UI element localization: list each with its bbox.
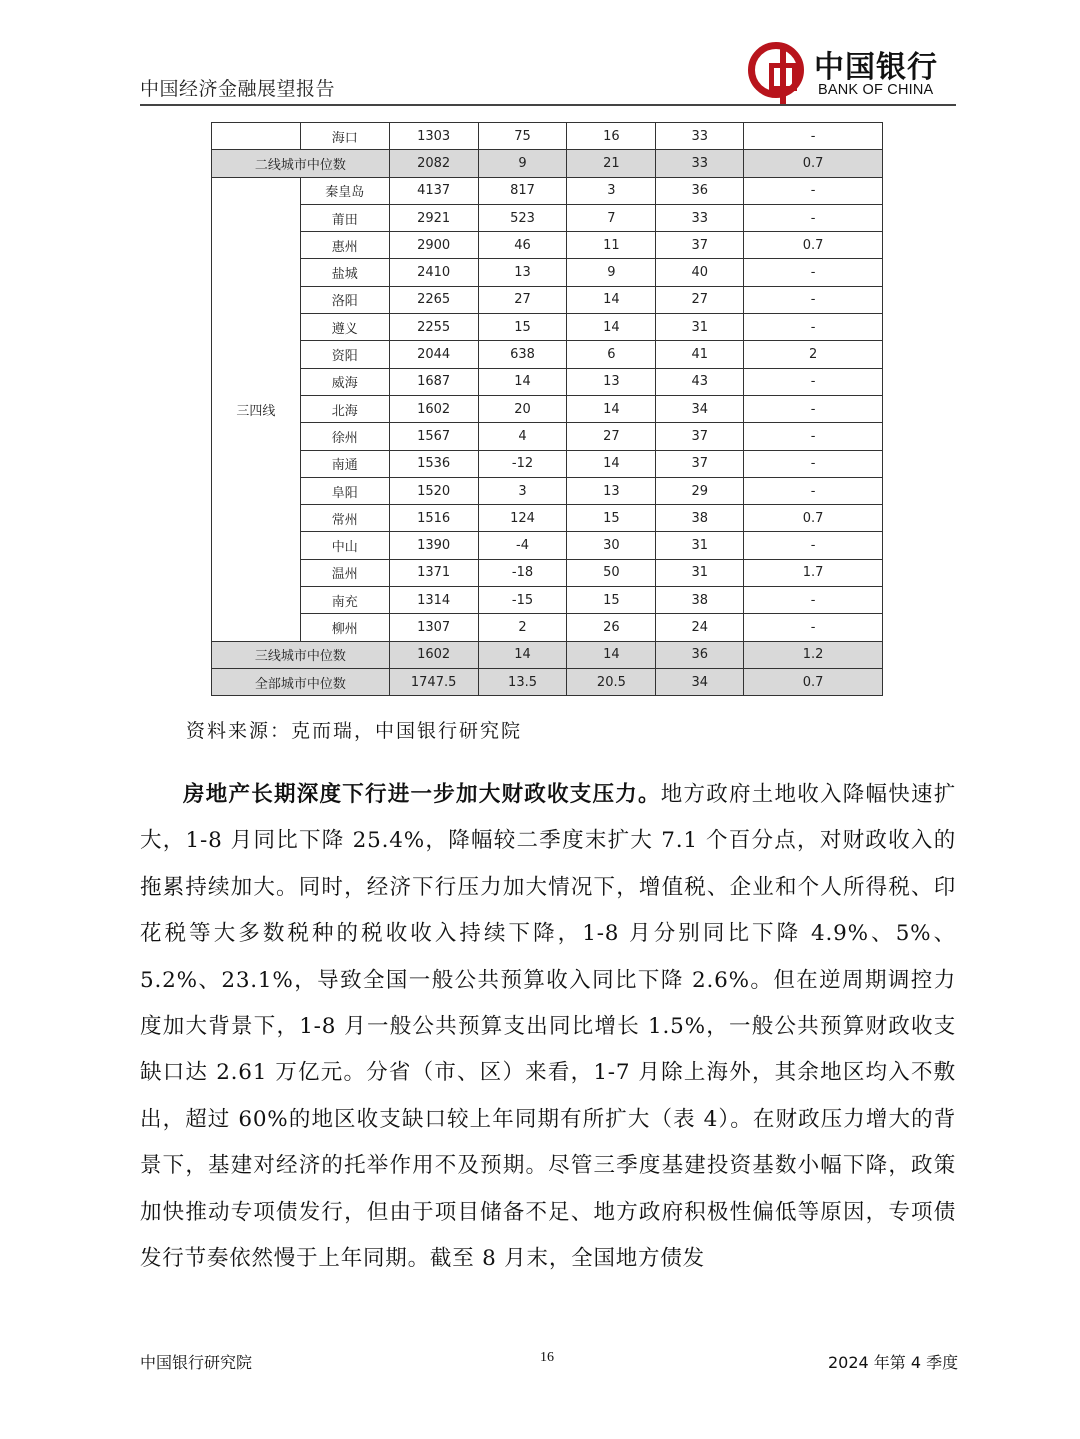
median-row bbox=[212, 668, 883, 695]
value-cell: 30 bbox=[567, 532, 656, 559]
city-cell: 海口 bbox=[300, 123, 389, 150]
value-cell: 50 bbox=[567, 559, 656, 586]
value-cell: 2 bbox=[478, 614, 567, 641]
value-cell: - bbox=[744, 395, 883, 422]
median-row bbox=[212, 150, 883, 177]
paragraph-text: 地方政府土地收入降幅快速扩大，1-8 月同比下降 25.4%，降幅较二季度末扩大 7.1 个百分点，对财政收入的拖累持续加大。同时，经济下行压力加大情况下，增值税、企业和个人所得税、印花税等大多数税种的税收收入持续下降，1-8 月分别同比下降 4.9%、5%、5.2%、23.1%，导致全国一般公共预算收入同比下降 2.6%。但在逆周期调控力度加大背景下，1-8 月一般公共预算支出同比增长 1.5%，一般公共预算财政收支缺口达 2.61 万亿元。分省（市、区）来看，1-7 月除上海外，其余地区均入不敷出，超过 60%的地区收支缺口较上年同期有所扩大（表 4）。在财政压力增大的背景下，基建对经济的托举作用不及预期。尽管三季度基建投资基数小幅下降，政策加快推动专项债发行，但由于项目储备不足、地方政府积极性偏低等原因，专项债发行节奏依然慢于上年同期。截至 8 月末，全国地方债发 bbox=[140, 782, 956, 1272]
median-label: 二线城市中位数 bbox=[212, 150, 390, 177]
value-cell: - bbox=[744, 587, 883, 614]
value-cell: 0.7 bbox=[744, 505, 883, 532]
value-cell: 2255 bbox=[389, 314, 478, 341]
value-cell: 1536 bbox=[389, 450, 478, 477]
value-cell: 14 bbox=[567, 450, 656, 477]
city-cell: 柳州 bbox=[300, 614, 389, 641]
value-cell: 1314 bbox=[389, 587, 478, 614]
city-cell: 南通 bbox=[300, 450, 389, 477]
value-cell: 1307 bbox=[389, 614, 478, 641]
value-cell: 523 bbox=[478, 204, 567, 231]
value-cell: 20.5 bbox=[567, 668, 656, 695]
value-cell: 1567 bbox=[389, 423, 478, 450]
value-cell: 2 bbox=[744, 341, 883, 368]
table-row bbox=[212, 450, 883, 477]
value-cell: -15 bbox=[478, 587, 567, 614]
value-cell: 36 bbox=[656, 177, 744, 204]
value-cell: - bbox=[744, 614, 883, 641]
tier-cell bbox=[212, 123, 301, 150]
value-cell: 1371 bbox=[389, 559, 478, 586]
city-cell: 遵义 bbox=[300, 314, 389, 341]
table-row bbox=[212, 314, 883, 341]
value-cell: 37 bbox=[656, 232, 744, 259]
paragraph-lead: 房地产长期深度下行进一步加大财政收支压力。 bbox=[183, 782, 661, 807]
page-number: 16 bbox=[540, 1350, 554, 1365]
value-cell: - bbox=[744, 177, 883, 204]
city-cell: 莆田 bbox=[300, 204, 389, 231]
value-cell: -18 bbox=[478, 559, 567, 586]
value-cell: 9 bbox=[478, 150, 567, 177]
value-cell: - bbox=[744, 314, 883, 341]
value-cell: 9 bbox=[567, 259, 656, 286]
value-cell: 1.2 bbox=[744, 641, 883, 668]
value-cell: - bbox=[744, 477, 883, 504]
value-cell: 14 bbox=[567, 395, 656, 422]
value-cell: 1602 bbox=[389, 395, 478, 422]
value-cell: 34 bbox=[656, 668, 744, 695]
value-cell: - bbox=[744, 259, 883, 286]
value-cell: 33 bbox=[656, 123, 744, 150]
value-cell: 3 bbox=[478, 477, 567, 504]
bank-logo-icon bbox=[748, 42, 804, 98]
value-cell: 33 bbox=[656, 204, 744, 231]
value-cell: 1516 bbox=[389, 505, 478, 532]
table-row bbox=[212, 532, 883, 559]
header-divider bbox=[140, 104, 956, 106]
city-cell: 常州 bbox=[300, 505, 389, 532]
value-cell: 13 bbox=[567, 368, 656, 395]
city-cell: 资阳 bbox=[300, 341, 389, 368]
table-row bbox=[212, 505, 883, 532]
value-cell: 43 bbox=[656, 368, 744, 395]
city-cell: 阜阳 bbox=[300, 477, 389, 504]
value-cell: 2921 bbox=[389, 204, 478, 231]
value-cell: 124 bbox=[478, 505, 567, 532]
city-cell: 威海 bbox=[300, 368, 389, 395]
bank-logo bbox=[748, 42, 948, 102]
value-cell: 41 bbox=[656, 341, 744, 368]
footer-institution: 中国银行研究院 bbox=[140, 1353, 253, 1372]
value-cell: 13 bbox=[567, 477, 656, 504]
value-cell: - bbox=[744, 532, 883, 559]
value-cell: 13.5 bbox=[478, 668, 567, 695]
table-row bbox=[212, 587, 883, 614]
table-row bbox=[212, 259, 883, 286]
city-data-table bbox=[211, 122, 883, 696]
value-cell: 2900 bbox=[389, 232, 478, 259]
value-cell: 14 bbox=[478, 368, 567, 395]
value-cell: 1390 bbox=[389, 532, 478, 559]
value-cell: 15 bbox=[478, 314, 567, 341]
value-cell: 15 bbox=[567, 505, 656, 532]
value-cell: 7 bbox=[567, 204, 656, 231]
table-source-note: 资料来源：克而瑞，中国银行研究院 bbox=[186, 720, 523, 742]
value-cell: 27 bbox=[567, 423, 656, 450]
value-cell: 46 bbox=[478, 232, 567, 259]
value-cell: 14 bbox=[567, 641, 656, 668]
value-cell: 31 bbox=[656, 314, 744, 341]
value-cell: -12 bbox=[478, 450, 567, 477]
table-row bbox=[212, 368, 883, 395]
value-cell: -4 bbox=[478, 532, 567, 559]
value-cell: 38 bbox=[656, 587, 744, 614]
value-cell: 14 bbox=[567, 286, 656, 313]
value-cell: 4137 bbox=[389, 177, 478, 204]
table-row bbox=[212, 423, 883, 450]
table-row bbox=[212, 123, 883, 150]
value-cell: 37 bbox=[656, 423, 744, 450]
city-cell: 南充 bbox=[300, 587, 389, 614]
value-cell: 2044 bbox=[389, 341, 478, 368]
value-cell: 38 bbox=[656, 505, 744, 532]
value-cell: 13 bbox=[478, 259, 567, 286]
value-cell: 2410 bbox=[389, 259, 478, 286]
value-cell: 1602 bbox=[389, 641, 478, 668]
table-row bbox=[212, 232, 883, 259]
value-cell: 40 bbox=[656, 259, 744, 286]
value-cell: 0.7 bbox=[744, 150, 883, 177]
tier-cell: 三四线 bbox=[212, 177, 301, 641]
city-cell: 中山 bbox=[300, 532, 389, 559]
median-label: 全部城市中位数 bbox=[212, 668, 390, 695]
value-cell: 36 bbox=[656, 641, 744, 668]
value-cell: - bbox=[744, 204, 883, 231]
value-cell: 37 bbox=[656, 450, 744, 477]
value-cell: 26 bbox=[567, 614, 656, 641]
value-cell: 33 bbox=[656, 150, 744, 177]
value-cell: - bbox=[744, 123, 883, 150]
value-cell: 14 bbox=[478, 641, 567, 668]
value-cell: 1303 bbox=[389, 123, 478, 150]
value-cell: 0.7 bbox=[744, 232, 883, 259]
value-cell: 3 bbox=[567, 177, 656, 204]
table-row bbox=[212, 477, 883, 504]
value-cell: 6 bbox=[567, 341, 656, 368]
value-cell: 4 bbox=[478, 423, 567, 450]
value-cell: 16 bbox=[567, 123, 656, 150]
value-cell: 1687 bbox=[389, 368, 478, 395]
city-cell: 徐州 bbox=[300, 423, 389, 450]
value-cell: 14 bbox=[567, 314, 656, 341]
value-cell: - bbox=[744, 450, 883, 477]
value-cell: - bbox=[744, 423, 883, 450]
city-cell: 惠州 bbox=[300, 232, 389, 259]
value-cell: 27 bbox=[656, 286, 744, 313]
value-cell: 21 bbox=[567, 150, 656, 177]
table-row bbox=[212, 559, 883, 586]
city-cell: 北海 bbox=[300, 395, 389, 422]
value-cell: 34 bbox=[656, 395, 744, 422]
city-cell: 洛阳 bbox=[300, 286, 389, 313]
report-title: 中国经济金融展望报告 bbox=[140, 78, 336, 100]
value-cell: 2265 bbox=[389, 286, 478, 313]
logo-chinese-text: 中国银行 bbox=[814, 50, 938, 85]
value-cell: 75 bbox=[478, 123, 567, 150]
table-row bbox=[212, 614, 883, 641]
logo-english-text: BANK OF CHINA bbox=[818, 82, 934, 98]
footer-period: 2024 年第 4 季度 bbox=[828, 1353, 959, 1372]
value-cell: 817 bbox=[478, 177, 567, 204]
value-cell: 20 bbox=[478, 395, 567, 422]
value-cell: - bbox=[744, 368, 883, 395]
value-cell: 15 bbox=[567, 587, 656, 614]
city-cell: 秦皇岛 bbox=[300, 177, 389, 204]
value-cell: 29 bbox=[656, 477, 744, 504]
table-row bbox=[212, 177, 883, 204]
value-cell: 31 bbox=[656, 532, 744, 559]
table-row bbox=[212, 286, 883, 313]
value-cell: 31 bbox=[656, 559, 744, 586]
table-row bbox=[212, 341, 883, 368]
city-cell: 盐城 bbox=[300, 259, 389, 286]
city-cell: 温州 bbox=[300, 559, 389, 586]
value-cell: 27 bbox=[478, 286, 567, 313]
value-cell: 1.7 bbox=[744, 559, 883, 586]
value-cell: - bbox=[744, 286, 883, 313]
value-cell: 638 bbox=[478, 341, 567, 368]
table-row bbox=[212, 204, 883, 231]
value-cell: 2082 bbox=[389, 150, 478, 177]
value-cell: 1747.5 bbox=[389, 668, 478, 695]
value-cell: 11 bbox=[567, 232, 656, 259]
median-row bbox=[212, 641, 883, 668]
body-paragraph bbox=[140, 772, 956, 1282]
table-row bbox=[212, 395, 883, 422]
median-label: 三线城市中位数 bbox=[212, 641, 390, 668]
value-cell: 24 bbox=[656, 614, 744, 641]
value-cell: 0.7 bbox=[744, 668, 883, 695]
value-cell: 1520 bbox=[389, 477, 478, 504]
